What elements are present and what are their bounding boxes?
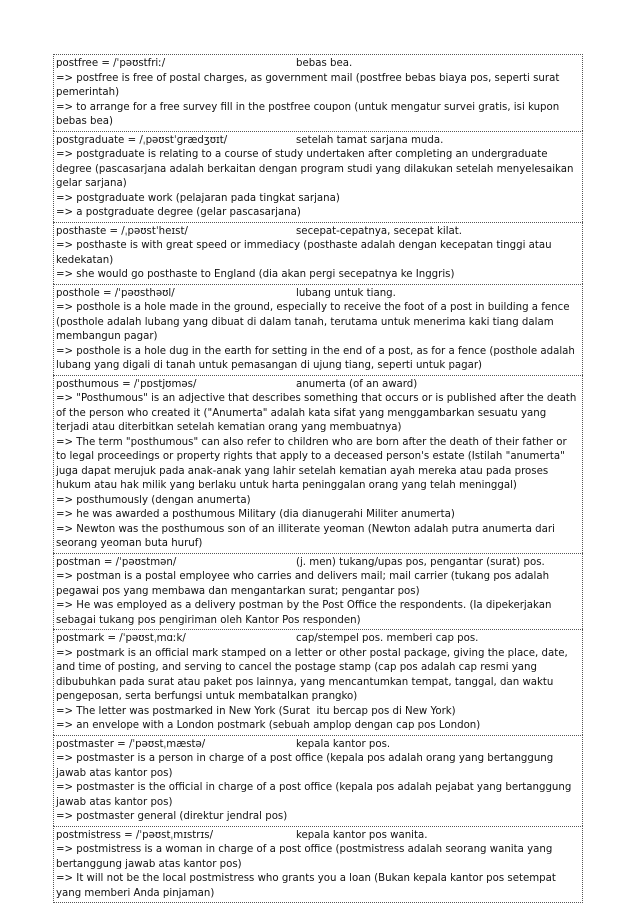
- dictionary-entry: [53, 131, 583, 222]
- entry-meaning: bebas bea.: [296, 58, 353, 69]
- entry-meaning: kepala kantor pos wanita.: [296, 829, 428, 841]
- entry-headword-line: [56, 556, 580, 571]
- entry-example: => he was awarded a posthumous Military (dia dianugerahi Militer anumerta): [56, 509, 455, 520]
- entry-meaning: anumerta (of an award): [296, 378, 418, 390]
- entry-example: => Newton was the posthumous son of an illiterate yeoman (Newton adalah putra anumerta dari seorang yeoman buta huruf): [56, 523, 559, 549]
- entry-headword: posthole = /ˈpəʊsthəʊl/: [56, 287, 175, 299]
- entry-meaning: secepat-cepatnya, secepat kilat.: [296, 225, 463, 237]
- entry-meaning: (j. men) tukang/upas pos, pengantar (surat) pos.: [296, 556, 545, 568]
- entry-example: => It will not be the local postmistress who grants you a loan (Bukan kepala kantor pos setempat yang memberi Anda pinjaman): [56, 873, 560, 899]
- entry-example: => The term "posthumous" can also refer to children who are born after the death of their father or to legal proceedings or property rights that apply to a deceased person's estate (Istilah "anumerta" juga dapat merujuk pada anak-anak yang lahir setelah kematian ayah mereka atau pada proses hukum atau hak milik yang berlaku untuk harta peninggalan orang yang telah meninggal): [56, 436, 570, 491]
- entry-headword: postmistress = /ˈpəʊstˌmɪstrɪs/: [56, 829, 214, 841]
- entry-example: => posthole is a hole dug in the earth for setting in the end of a post, as for a fence (posthole adalah lubang yang digali di tanah untuk pemasangan di ujung tiang, seperti untuk pagar): [56, 345, 579, 371]
- dictionary-entry: [53, 826, 583, 903]
- entry-example: => posthumously (dengan anumerta): [56, 494, 251, 506]
- entry-headword: postmaster = /ˈpəʊstˌmæstə/: [56, 738, 206, 750]
- dictionary-entry: [53, 629, 583, 735]
- entry-headword-line: [56, 225, 580, 240]
- entry-example: => to arrange for a free survey fill in the postfree coupon (untuk mengatur survei gratis, isi kupon bebas bea): [56, 101, 563, 127]
- entry-example: => postgraduate is relating to a course of study undertaken after completing an undergraduate degree (pascasarjana adalah berkaitan dengan program studi yang dilakukan setelah menyelesaikan gelar sarjana): [56, 149, 577, 189]
- dictionary-entry: [53, 222, 583, 284]
- entry-example: => postmaster is a person in charge of a post office (kepala pos adalah orang yang bertanggung jawab atas kantor pos): [56, 753, 557, 779]
- entry-example: => The letter was postmarked in New York (Surat itu bercap pos di New York): [56, 705, 456, 717]
- entry-headword-line: [56, 287, 580, 302]
- entry-example: => posthaste is with great speed or immediacy (posthaste adalah dengan kecepatan tinggi atau kedekatan): [56, 240, 555, 266]
- entry-headword: postgraduate = /ˌpəʊstˈɡrædʒʊɪt/: [56, 134, 228, 146]
- entry-example: => "Posthumous" is an adjective that describes something that occurs or is published after the death of the person who created it ("Anumerta" adalah kata sifat yang menggambarkan sesuatu yang terjadi atau diterbitkan setelah kematian orang yang membuatnya): [56, 393, 580, 433]
- dictionary-entry: [53, 735, 583, 826]
- dictionary-document: [53, 54, 583, 903]
- entry-example: => postmaster is the official in charge of a post office (kepala pos adalah pejabat yang bertanggung jawab atas kantor pos): [56, 782, 575, 808]
- dictionary-entry: [53, 54, 583, 131]
- entry-example: => postfree is free of postal charges, as government mail (postfree bebas biaya pos, seperti surat pemerintah): [56, 72, 563, 98]
- entry-headword-line: [56, 738, 580, 753]
- entry-headword-line: [56, 378, 580, 393]
- entry-headword-line: [56, 632, 580, 647]
- entry-meaning: lubang untuk tiang.: [296, 287, 396, 299]
- entry-headword: posthumous = /ˈpɒstjʊməs/: [56, 378, 197, 390]
- entry-example: => an envelope with a London postmark (sebuah amplop dengan cap pos London): [56, 720, 481, 731]
- entry-meaning: setelah tamat sarjana muda.: [296, 134, 444, 146]
- entry-headword: postmark = /ˈpəʊstˌmɑːk/: [56, 633, 186, 644]
- entry-headword-line: [56, 57, 580, 72]
- entry-headword-line: [56, 134, 580, 149]
- dictionary-entry: [53, 284, 583, 375]
- entry-example: => postgraduate work (pelajaran pada tingkat sarjana): [56, 192, 340, 204]
- dictionary-entry: [53, 375, 583, 553]
- entry-example: => posthole is a hole made in the ground, especially to receive the foot of a post in building a fence (posthole adalah lubang yang dibuat di dalam tanah, terutama untuk menerima kaki tiang dalam membangun pagar): [56, 302, 573, 342]
- entry-example: => postman is a postal employee who carries and delivers mail; mail carrier (tukang pos adalah pegawai pos yang membawa dan mengantarkan surat; pengantar pos): [56, 571, 553, 597]
- dictionary-entry: [53, 553, 583, 630]
- entry-example: => He was employed as a delivery postman by the Post Office the respondents. (Ia dipekerjakan sebagai tukang pos pengiriman oleh Kantor Pos responden): [56, 600, 555, 626]
- entry-example: => postmark is an official mark stamped on a letter or other postal package, giving the place, date, and time of posting, and serving to cancel the postage stamp (cap pos adalah cap resmi yang dibubuhkan pada surat atau paket pos lainnya, yang mencantumkan tempat, tanggal, dan waktu pengeposan, serta berfungsi untuk membatalkan prangko): [56, 647, 571, 702]
- entry-example: => postmaster general (direktur jendral pos): [56, 811, 288, 822]
- entry-headword-line: [56, 829, 580, 844]
- entry-headword: postfree = /ˈpəʊstfriː/: [56, 58, 166, 69]
- entry-meaning: kepala kantor pos.: [296, 738, 391, 750]
- entry-example: => she would go posthaste to England (dia akan pergi secepatnya ke Inggris): [56, 269, 455, 280]
- entry-headword: posthaste = /ˌpəʊstˈheɪst/: [56, 225, 188, 237]
- entry-meaning: cap/stempel pos. memberi cap pos.: [296, 633, 479, 644]
- entry-example: => postmistress is a woman in charge of a post office (postmistress adalah seorang wanita yang bertanggung jawab atas kantor pos): [56, 844, 556, 870]
- entry-example: => a postgraduate degree (gelar pascasarjana): [56, 207, 301, 218]
- entry-headword: postman = /ˈpəʊstmən/: [56, 556, 177, 568]
